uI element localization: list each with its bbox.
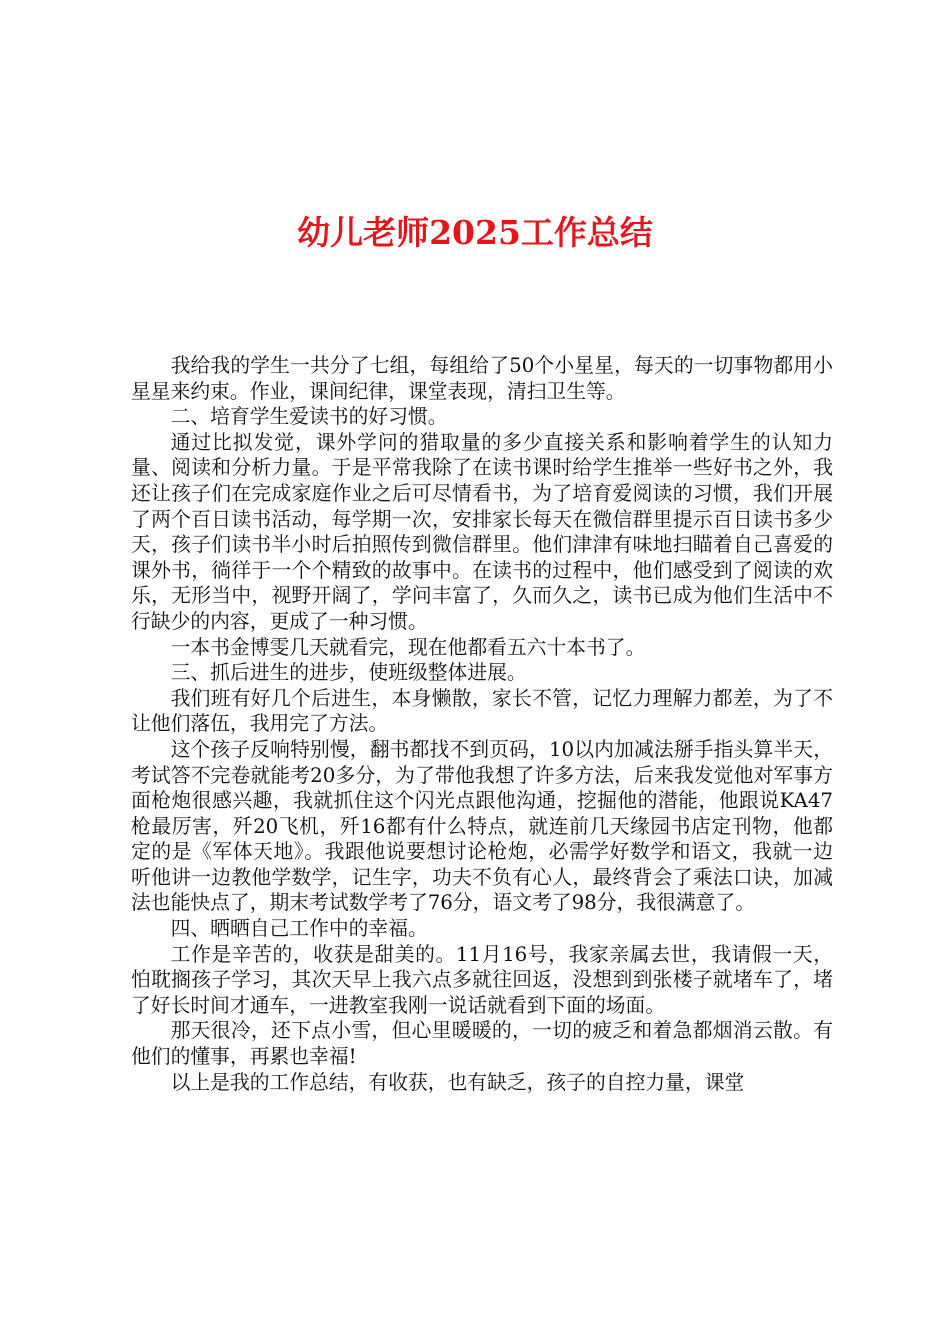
paragraph-student-story: 这个孩子反响特别慢，翻书都找不到页码，10以内加减法掰手指头算半天，考试答不完卷就能考20多分，为了带他我想了许多方法，后来我发觉他对军事方面枪炮很感兴趣，我就抓住这个闪光点跟他沟通，挖掘他的潜能，他跟说KA47枪最厉害，歼20飞机，歼16都有什么特点，就连前几天缘园书店定刊物，他都定的是《军体天地》。我跟他说要想讨论枪炮，必需学好数学和语文，我就一边听他讲一边教他学数学，记生字，功夫不负有心人，最终背会了乘法口诀，加减法也能快点了，期末考试数学考了76分，语文考了98分，我很满意了。 [131,737,833,915]
heading-struggling-students: 三、抓后进生的进步，使班级整体进展。 [170,661,527,685]
document-body [131,353,833,1095]
paragraph-warm-day: 那天很冷，还下点小雪，但心里暖暖的，一切的疲乏和着急都烟消云散。有他们的懂事，再累也幸福! [131,1019,833,1069]
paragraph-summary: 以上是我的工作总结，有收获，也有缺乏，孩子的自控力量，课堂 [170,1070,745,1094]
paragraph-reading-activities: 通过比拟发觉，课外学问的猎取量的多少直接关系和影响着学生的认知力量、阅读和分析力量。于是平常我除了在读书课时给学生推举一些好书之外，我还让孩子们在完成家庭作业之后可尽情看书，为了培育爱阅读的习惯，我们开展了两个百日读书活动，每学期一次，安排家长每天在微信群里提示百日读书多少天，孩子们读书半小时后拍照传到微信群里。他们津津有味地扫瞄着自己喜爱的课外书，徜徉于一个个精致的故事中。在读书的过程中，他们感受到了阅读的欢乐，无形当中，视野开阔了，学问丰富了，久而久之，读书已成为他们生活中不行缺少的内容，更成了一种习惯。 [131,430,833,633]
heading-happiness: 四、晒晒自己工作中的幸福。 [170,917,428,941]
paragraph-star-groups: 我给我的学生一共分了七组，每组给了50个小星星，每天的一切事物都用小星星来约束。作业，课间纪律，课堂表现，清扫卫生等。 [131,354,833,403]
paragraph-struggling-students: 我们班有好几个后进生，本身懒散，家长不管，记忆力理解力都差，为了不让他们落伍，我用完了方法。 [131,686,833,736]
paragraph-work-story: 工作是辛苦的，收获是甜美的。11月16号，我家亲属去世，我请假一天，怕耽搁孩子学习，其次天早上我六点多就往回返，没想到到张楼子就堵车了，堵了好长时间才通车，一进教室我刚一说话就看到下面的场面。 [131,942,833,1017]
paragraph-reading-example: 一本书金博雯几天就看完，现在他都看五六十本书了。 [170,635,646,659]
document-title: 幼儿老师2025工作总结 [297,213,653,252]
heading-reading-habits: 二、培育学生爱读书的好习惯。 [170,405,448,429]
